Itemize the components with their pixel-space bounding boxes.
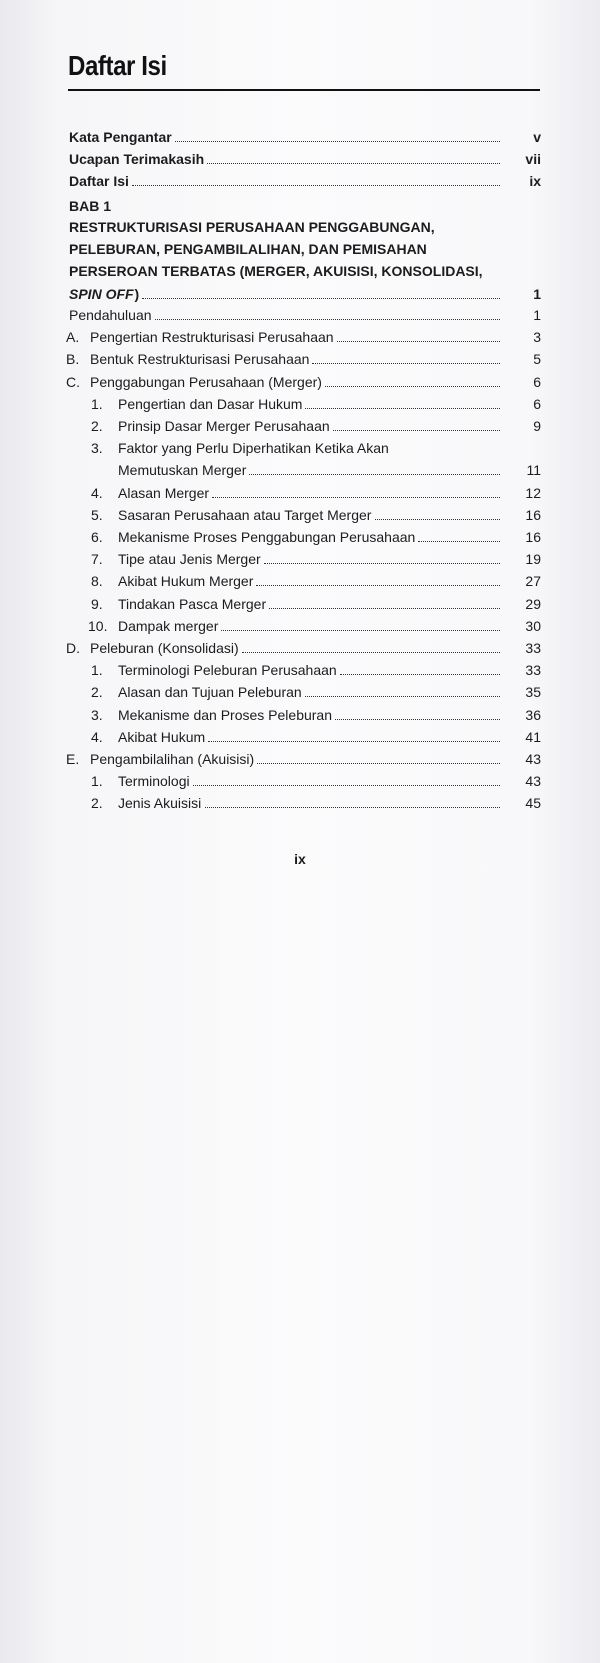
- toc-page-number: 6: [533, 396, 541, 412]
- toc-entry-number: 2.: [91, 418, 103, 434]
- toc-entry-label: Akibat Hukum: [118, 729, 206, 745]
- toc-subsection-entry: [0, 615, 600, 637]
- toc-section-entry: [0, 348, 600, 370]
- toc-section-entry: [0, 748, 600, 770]
- dotted-leader: [375, 519, 500, 520]
- toc-entry-number: D.: [66, 640, 80, 656]
- toc-page-number: 1: [533, 286, 541, 302]
- toc-subsection-entry: [0, 593, 600, 615]
- toc-entry-number: 4.: [91, 485, 103, 501]
- toc-page-number: 16: [525, 507, 541, 523]
- toc-subsection-entry: [0, 681, 600, 703]
- dotted-leader: [333, 430, 500, 431]
- toc-page-number: 33: [525, 662, 541, 678]
- toc-entry-label: Jenis Akuisisi: [118, 795, 202, 811]
- dotted-leader: [418, 541, 500, 542]
- toc-entry-number: 9.: [91, 596, 103, 612]
- dotted-leader: [256, 585, 500, 586]
- dotted-leader: [249, 474, 500, 475]
- dotted-leader: [175, 141, 500, 142]
- toc-subsection-entry: [0, 526, 600, 548]
- dotted-leader: [337, 341, 500, 342]
- toc-entry-label: Akibat Hukum Merger: [118, 573, 254, 589]
- dotted-leader: [340, 674, 500, 675]
- toc-section-entry: [0, 304, 600, 326]
- dotted-leader: [132, 185, 500, 186]
- toc-subsection-entry: [0, 393, 600, 415]
- front-matter-entry: [0, 170, 600, 192]
- dotted-leader: [207, 163, 500, 164]
- toc-entry-label: Sasaran Perusahaan atau Target Merger: [118, 507, 372, 523]
- dotted-leader: [312, 363, 500, 364]
- toc-page-number: 41: [525, 729, 541, 745]
- toc-entry-label: Pengambilalihan (Akuisisi): [90, 751, 255, 767]
- toc-subsection-entry: [0, 770, 600, 792]
- toc-entry-number: 5.: [91, 507, 103, 523]
- toc-entry-label: Tipe atau Jenis Merger: [118, 551, 261, 567]
- toc-page-number: 11: [526, 462, 541, 478]
- toc-entry-number: 2.: [91, 684, 103, 700]
- toc-page-number: 43: [525, 773, 541, 789]
- toc-page-number: ix: [529, 173, 541, 189]
- toc-page-number: 45: [525, 795, 541, 811]
- toc-entry-label: Terminologi Peleburan Perusahaan: [118, 662, 337, 678]
- toc-entry-number: A.: [66, 329, 80, 345]
- toc-entry-number: B.: [66, 351, 80, 367]
- toc-page-number: vii: [525, 151, 541, 167]
- toc-page-number: 6: [533, 374, 541, 390]
- dotted-leader: [208, 741, 500, 742]
- toc-entry-number: 10.: [88, 618, 108, 634]
- toc-entry-number: C.: [66, 374, 80, 390]
- toc-section-entry: [0, 326, 600, 348]
- toc-entry-label: Bentuk Restrukturisasi Perusahaan: [90, 351, 310, 367]
- page-number: ix: [294, 851, 306, 867]
- front-matter-entry: [0, 148, 600, 170]
- toc-subsection-entry: [0, 792, 600, 814]
- toc-subsection-entry: [0, 504, 600, 526]
- dotted-leader: [264, 563, 500, 564]
- toc-subsection-entry: [0, 570, 600, 592]
- toc-entry-number: E.: [66, 751, 80, 767]
- chapter-title-tail: ): [134, 286, 140, 302]
- toc-subsection-entry: [0, 482, 600, 504]
- toc-entry-number: 1.: [91, 662, 103, 678]
- toc-section-entry: [0, 637, 600, 659]
- toc-entry-label: Prinsip Dasar Merger Perusahaan: [118, 418, 330, 434]
- toc-page-number: 5: [533, 351, 541, 367]
- toc-entry-number: 1.: [91, 396, 103, 412]
- chapter-title-line: PELEBURAN, PENGAMBILALIHAN, DAN PEMISAHAN: [69, 241, 427, 257]
- toc-entry-label: Memutuskan Merger: [118, 462, 247, 478]
- toc-entry-label: Dampak merger: [118, 618, 219, 634]
- toc-entry-label: Mekanisme dan Proses Peleburan: [118, 707, 333, 723]
- chapter-title-line: RESTRUKTURISASI PERUSAHAAN PENGGABUNGAN,: [69, 219, 435, 235]
- toc-entry-number: 1.: [91, 773, 103, 789]
- dotted-leader: [325, 386, 500, 387]
- toc-page-number: 12: [525, 485, 541, 501]
- toc-entry-label: Alasan Merger: [118, 485, 210, 501]
- toc-page-number: 9: [533, 418, 541, 434]
- toc-entry-label: Mekanisme Proses Penggabungan Perusahaan: [118, 529, 416, 545]
- dotted-leader: [305, 696, 500, 697]
- toc-subsection-entry: [0, 437, 600, 459]
- toc-page-number: 36: [525, 707, 541, 723]
- toc-page-number: 3: [533, 329, 541, 345]
- dotted-leader: [155, 319, 500, 320]
- chapter-title-last-line: [0, 283, 600, 305]
- toc-entry-label: Penggabungan Perusahaan (Merger): [90, 374, 322, 390]
- toc-entry-label: Pengertian Restrukturisasi Perusahaan: [90, 329, 334, 345]
- dotted-leader: [257, 763, 500, 764]
- toc-subsection-entry: [0, 415, 600, 437]
- toc-entry-number: 4.: [91, 729, 103, 745]
- toc-subsection-entry: [0, 659, 600, 681]
- toc-entry-number: 3.: [91, 707, 103, 723]
- toc-entry-label: Terminologi: [118, 773, 190, 789]
- toc-entry-number: 6.: [91, 529, 103, 545]
- toc-subsection-entry: [0, 726, 600, 748]
- toc-entry-label: Ucapan Terimakasih: [69, 151, 205, 167]
- toc-subsection-entry: [0, 704, 600, 726]
- dotted-leader: [242, 652, 500, 653]
- page-title: Daftar Isi: [68, 50, 167, 81]
- toc-page-number: 35: [525, 684, 541, 700]
- toc-page-number: 27: [525, 573, 541, 589]
- toc-entry-label: Tindakan Pasca Merger: [118, 596, 267, 612]
- toc-page-number: 33: [525, 640, 541, 656]
- chapter-title-line: PERSEROAN TERBATAS (MERGER, AKUISISI, KONSOLIDASI,: [69, 263, 483, 279]
- toc-page-number: 29: [525, 596, 541, 612]
- dotted-leader: [269, 608, 500, 609]
- toc-entry-label: Pendahuluan: [69, 307, 152, 323]
- toc-section-entry: [0, 371, 600, 393]
- dotted-leader: [305, 408, 500, 409]
- toc-page-number: 30: [525, 618, 541, 634]
- chapter-title-italic: SPIN OFF: [69, 286, 134, 302]
- toc-entry-number: 3.: [91, 440, 103, 456]
- toc-entry-label: Faktor yang Perlu Diperhatikan Ketika Akan: [118, 440, 389, 456]
- title-underline: [68, 89, 540, 91]
- chapter-number: BAB 1: [69, 198, 112, 214]
- toc-page-number: 16: [525, 529, 541, 545]
- toc-entry-number: 8.: [91, 573, 103, 589]
- dotted-leader: [205, 807, 500, 808]
- toc-entry-label: Daftar Isi: [69, 173, 129, 189]
- toc-page-number: 43: [525, 751, 541, 767]
- dotted-leader: [142, 298, 500, 299]
- toc-page-number: v: [533, 129, 541, 145]
- toc-entry-label: Kata Pengantar: [69, 129, 172, 145]
- toc-page-number: 19: [525, 551, 541, 567]
- dotted-leader: [221, 630, 500, 631]
- dotted-leader: [212, 497, 500, 498]
- toc-subsection-entry: [0, 548, 600, 570]
- toc-entry-label: Pengertian dan Dasar Hukum: [118, 396, 303, 412]
- dotted-leader: [193, 785, 500, 786]
- dotted-leader: [335, 719, 500, 720]
- toc-entry-number: 2.: [91, 795, 103, 811]
- front-matter-entry: [0, 126, 600, 148]
- toc-subsection-entry: [0, 459, 600, 481]
- toc-page-number: 1: [533, 307, 541, 323]
- toc-entry-label: Peleburan (Konsolidasi): [90, 640, 239, 656]
- toc-entry-number: 7.: [91, 551, 103, 567]
- toc-entry-label: Alasan dan Tujuan Peleburan: [118, 684, 302, 700]
